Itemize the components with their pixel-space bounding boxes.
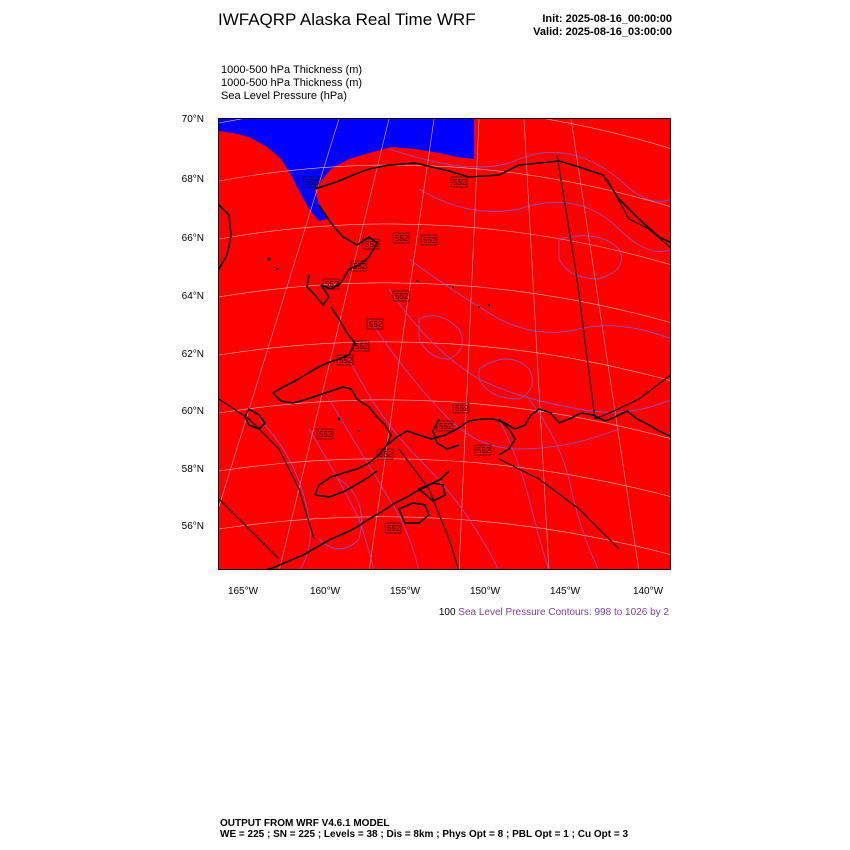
lat-label-58: 58°N: [181, 464, 204, 475]
contour-label: [393, 291, 409, 301]
lat-label-64: 64°N: [181, 291, 204, 302]
contour-label: [475, 445, 491, 455]
valid-time: Valid: 2025-08-16_03:00:00: [533, 26, 672, 38]
lon-label-155: 155°W: [389, 586, 421, 597]
contour-label: [385, 523, 401, 533]
svg-text:552: 552: [379, 450, 393, 459]
contour-label: [363, 239, 379, 249]
svg-text:552: 552: [423, 236, 437, 245]
contour-label: [453, 403, 469, 413]
contour-label: [437, 421, 453, 431]
field-slp: Sea Level Pressure (hPa): [221, 90, 347, 102]
contour-label: [451, 177, 467, 187]
svg-text:552: 552: [477, 446, 491, 455]
contour-label: [317, 429, 333, 439]
map-title: IWFAQRP Alaska Real Time WRF: [218, 10, 476, 29]
svg-text:552: 552: [319, 430, 333, 439]
lat-label-60: 60°N: [181, 406, 204, 417]
contour-caption: [439, 607, 669, 618]
contour-label: [377, 449, 393, 459]
lon-label-165: 165°W: [227, 586, 259, 597]
svg-text:552: 552: [339, 356, 353, 365]
lon-label-160: 160°W: [309, 586, 341, 597]
field-thickness-2: 1000-500 hPa Thickness (m): [221, 77, 363, 89]
map-canvas: [219, 119, 671, 570]
svg-text:552: 552: [455, 404, 469, 413]
svg-text:552: 552: [353, 262, 367, 271]
svg-text:552: 552: [365, 240, 379, 249]
svg-text:552: 552: [395, 234, 409, 243]
lat-label-56: 56°N: [181, 521, 204, 532]
thickness-fill-high: [219, 119, 671, 570]
svg-text:552: 552: [305, 178, 319, 187]
contour-label: [421, 235, 437, 245]
contour-caption-number: 100: [438, 607, 456, 618]
contour-label: [393, 233, 409, 243]
lat-label-70: 70°N: [181, 114, 204, 125]
svg-text:552: 552: [453, 178, 467, 187]
svg-text:552: 552: [439, 422, 453, 431]
contour-label: [351, 261, 367, 271]
footer-line-2: WE = 225 ; SN = 225 ; Levels = 38 ; Dis = 8km ; Phys Opt = 8 ; PBL Opt = 1 ; Cu Opt = 3: [220, 829, 629, 840]
lat-label-66: 66°N: [181, 233, 204, 244]
field-list: [221, 64, 362, 103]
footer-line-1: OUTPUT FROM WRF V4.6.1 MODEL: [220, 818, 390, 829]
time-info: [533, 13, 672, 39]
svg-text:552: 552: [395, 292, 409, 301]
svg-text:552: 552: [355, 342, 369, 351]
lat-label-68: 68°N: [181, 174, 204, 185]
svg-text:552: 552: [325, 280, 339, 289]
init-time: Init: 2025-08-16_00:00:00: [542, 13, 672, 25]
contour-label: [323, 279, 339, 289]
contour-label: [353, 341, 369, 351]
field-thickness-1: 1000-500 hPa Thickness (m): [221, 64, 363, 76]
lon-label-150: 150°W: [469, 586, 501, 597]
svg-text:552: 552: [387, 524, 401, 533]
map-plot: [218, 118, 671, 570]
contour-label: [367, 319, 383, 329]
contour-caption-text: Sea Level Pressure Contours: 998 to 1026 by 2: [458, 607, 669, 618]
contour-label: [303, 177, 319, 187]
svg-text:552: 552: [369, 320, 383, 329]
contour-label: [337, 355, 353, 365]
model-footer: [220, 818, 628, 840]
lon-label-140: 140°W: [632, 586, 664, 597]
lat-label-62: 62°N: [181, 349, 204, 360]
lon-label-145: 145°W: [549, 586, 581, 597]
